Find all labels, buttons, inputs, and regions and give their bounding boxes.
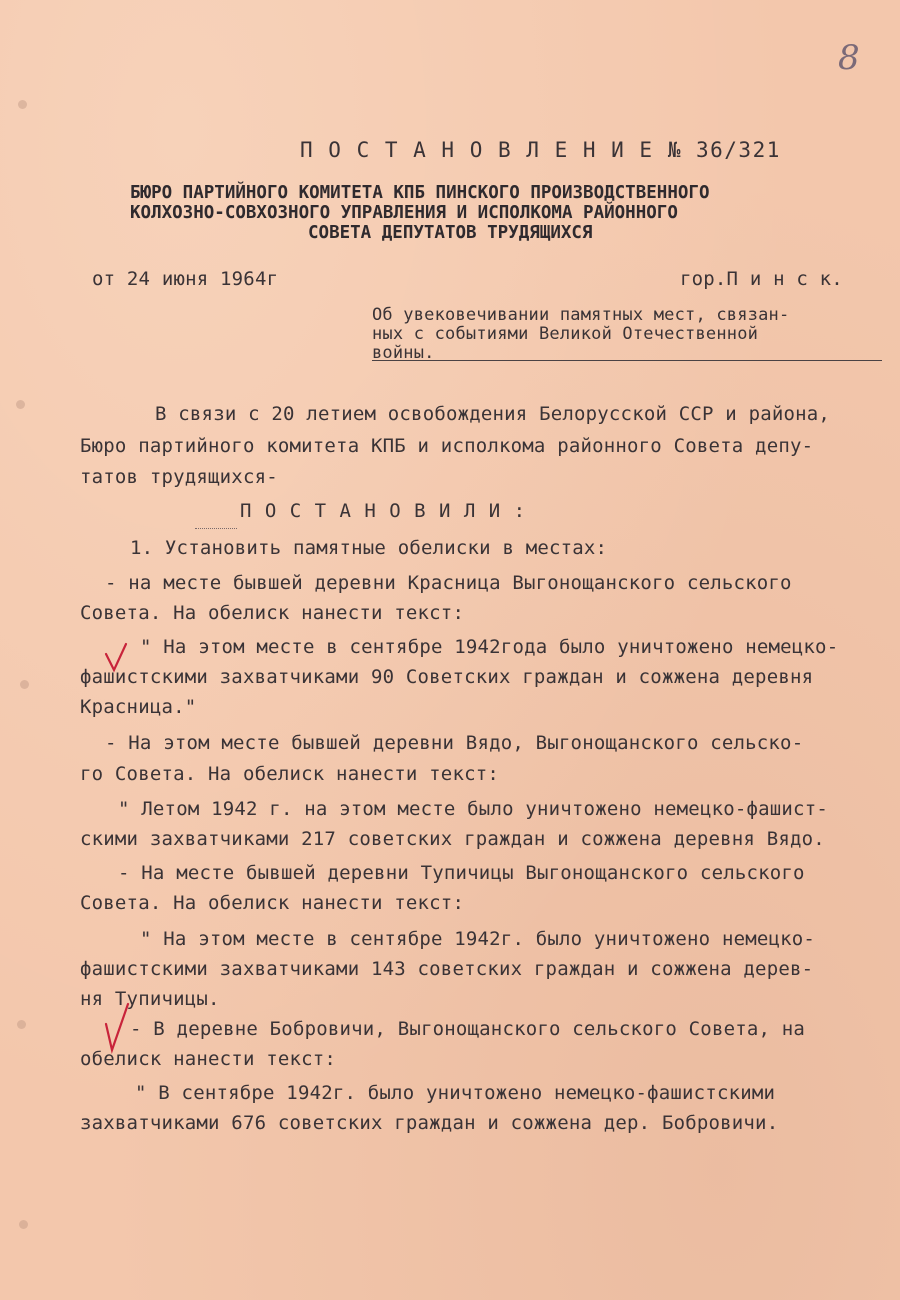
subject-line-1: Об увековечивании памятных мест, связан- [372, 305, 790, 325]
item-1: 1. Установить памятные обелиски в местах: [130, 537, 608, 559]
paragraph-line-10: - На месте бывшей деревни Тупичицы Выгонощанского сельского [118, 862, 805, 884]
paragraph-line-8: " Летом 1942 г. на этом месте было уничтожено немецко-фашист- [118, 798, 828, 820]
paragraph-line-3: " На этом месте в сентябре 1942года было уничтожено немецко- [140, 636, 839, 658]
document-title: П О С Т А Н О В Л Е Н И Е № 36/321 [300, 138, 781, 162]
paragraph-line-12: " На этом месте в сентябре 1942г. было уничтожено немецко- [140, 928, 816, 950]
intro-line-1: В связи с 20 летием освобождения Белорусской ССР и района, [155, 403, 831, 425]
header-line-2: КОЛХОЗНО-СОВХОЗНОГО УПРАВЛЕНИЯ И ИСПОЛКОМА РАЙОННОГО [130, 203, 678, 223]
punch-hole [19, 1220, 28, 1229]
header-line-3: СОВЕТА ДЕПУТАТОВ ТРУДЯЩИХСЯ [308, 223, 593, 243]
punch-hole [17, 1020, 26, 1029]
document-place: гор.П и н с к. [680, 268, 843, 290]
resolved-heading: П О С Т А Н О В И Л И : [240, 500, 527, 522]
page-number: 8 [838, 38, 860, 78]
dotted-mark [195, 528, 237, 529]
punch-hole [16, 400, 25, 409]
paragraph-line-18: захватчиками 676 советских граждан и сожжена дер. Бобровичи. [80, 1112, 779, 1134]
intro-line-2: Бюро партийного комитета КПБ и исполкома районного Совета депу- [80, 435, 814, 457]
paragraph-line-9: скими захватчиками 217 советских граждан и сожжена деревня Вядо. [80, 828, 825, 850]
punch-hole [20, 680, 29, 689]
paragraph-line-2: Совета. На обелиск нанести текст: [80, 602, 465, 624]
document-date: от 24 июня 1964г [92, 268, 279, 290]
paragraph-line-1: - на месте бывшей деревни Красница Выгонощанского сельского [105, 572, 792, 594]
paragraph-line-6: - На этом месте бывшей деревни Вядо, Выгонощанского сельско- [105, 732, 804, 754]
subject-line-2: ных с событиями Великой Отечественной [372, 324, 759, 344]
paragraph-line-15: - В деревне Бобровичи, Выгонощанского сельского Совета, на [130, 1018, 806, 1040]
subject-underline [372, 360, 882, 361]
paragraph-line-16: обелиск нанести текст: [80, 1048, 337, 1070]
intro-line-3: татов трудящихся- [80, 466, 278, 488]
paragraph-line-11: Совета. На обелиск нанести текст: [80, 892, 465, 914]
paragraph-line-14: ня Тупичицы. [80, 988, 220, 1010]
paragraph-line-7: го Совета. На обелиск нанести текст: [80, 763, 500, 785]
paragraph-line-4: фашистскими захватчиками 90 Советских граждан и сожжена деревня [80, 666, 814, 688]
paragraph-line-13: фашистскими захватчиками 143 советских граждан и сожжена дерев- [80, 958, 814, 980]
header-line-1: БЮРО ПАРТИЙНОГО КОМИТЕТА КПБ ПИНСКОГО ПРОИЗВОДСТВЕННОГО [130, 183, 710, 203]
paragraph-line-5: Красница." [80, 696, 197, 718]
paragraph-line-17: " В сентябре 1942г. было уничтожено немецко-фашистскими [135, 1082, 776, 1104]
punch-hole [18, 100, 27, 109]
subject-line-3: войны. [372, 343, 435, 363]
